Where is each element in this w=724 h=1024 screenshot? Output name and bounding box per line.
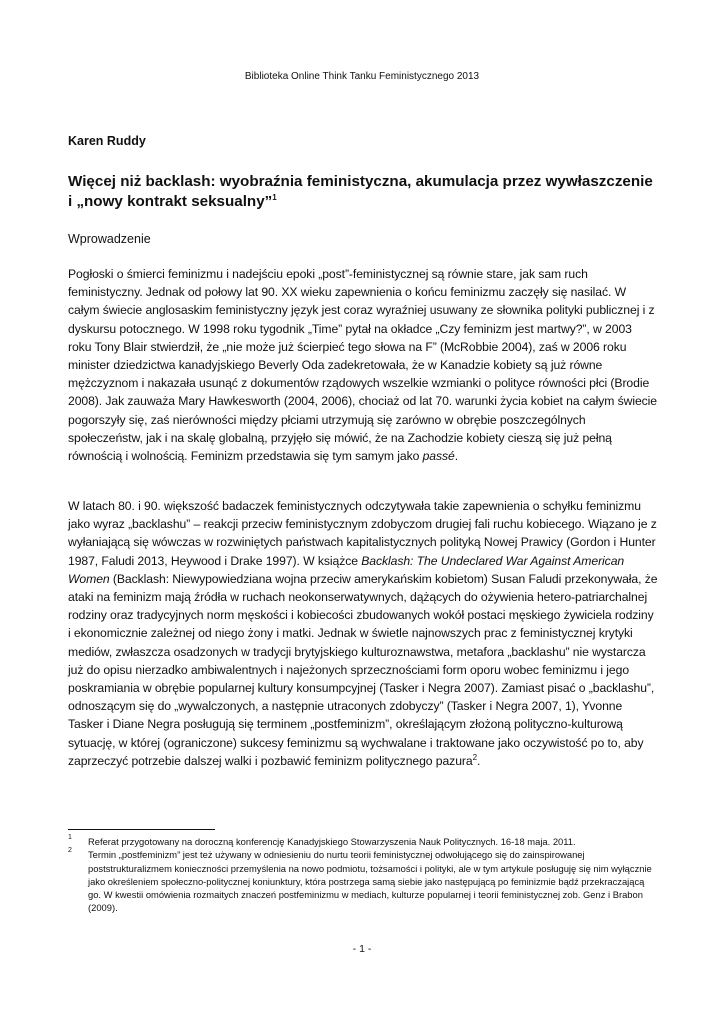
paragraph-1-emphasis: passé — [422, 449, 455, 464]
paragraph-2-part-1: W latach 80. i 90. większość badaczek feministycznych odczytywała takie zapewnienia o schyłku feminizmu jako wyraz „backlashu” – reakcji przeciw feministycznym zdobyczom drugiej fali ruchu kobiecego. Wiązano je z wyłaniającą się wówczas w rozwiniętych państwach kapitalistycznych polityką Nowej Prawicy (Gordon i Hunter 1987, Faludi 2013, Heywood i Drake 1997). W książce — [68, 499, 657, 568]
footnote-ref-2[interactable]: 2 — [472, 752, 477, 762]
running-header: Biblioteka Online Think Tanku Feministycznego 2013 — [244, 71, 480, 82]
footnote-2-number: 2 — [68, 847, 72, 855]
paragraph-1-text: Pogłoski o śmierci feminizmu i nadejściu epoki „post”-feministycznej są równie stare, jak sam ruch feministyczny. Jednak od połowy lat 90. XX wieku zapewnienia o końcu feminizmu zaczęły się nasilać. W całym świecie anglosaskim feministyczny język jest coraz wyraźniej usuwany ze słownika polityki publicznej i z dyskursu potocznego. W 1998 roku tygodnik „Time” pytał na okładce „Czy feminizm jest martwy?”, w 2003 roku Tony Blair stwierdził, że „nie może już ścierpieć tego słowa na F” (McRobbie 2004), zaś w 2006 roku minister dziedzictwa kanadyjskiego Beverly Oda zadekretowała, że w Kanadzie kobiety są już równe mężczyznom i nakazała usunąć z dokumentów rządowych wszelkie wzmianki o polityce równości płci (Brodie 2008). Jak zauważa Mary Hawkesworth (2004, 2006), chociaż od lat 70. warunki życia kobiet na całym świecie pogorszyły się, zaś nierówności między płciami utrzymują się zarówno w obrębie poszczególnych społeczeństw, jak i na skalę globalną, przyjęło się mówić, że na Zachodzie kobiety cieszą się już pełną równością i wolnością. Feminizm przedstawia się tym samym jako — [68, 267, 657, 464]
footnote-2 — [68, 848, 658, 914]
paragraph-2-part-2: (Backlash: Niewypowiedziana wojna przeciw amerykańskim kobietom) Susan Faludi przekonywała, że ataki na feminizm mają źródła w ruchach neokonserwatywnych, dążących do ożywienia hetero-patriarchalnej rodziny oraz tradycyjnych norm męskości i kobiecości zbudowanych wokół postaci męskiego żywiciela rodziny i ekonomicznie zależnej od niego żony i matki. Jednak w świetle najnowszych prac z feministycznej krytyki mediów, zwłaszcza osadzonych w tradycji brytyjskiego kulturoznawstwa, metafora „backlashu” nie wystarcza już do opisu nierzadko ambiwalentnych i najeżonych sprzecznościami form oporu wobec feminizmu i jego poskramiania w obrębie popularnej kultury konsumpcyjnej (Tasker i Negra 2007). Zamiast pisać o „backlashu”, odnoszącym się do „wywalczonych, a następnie utraconych zdobyczy” (Tasker i Negra 2007, 1), Yvonne Tasker i Diane Negra posługują się terminem „postfeminizm”, określającym złożoną polityczno-kulturową sytuację, w której (ograniczone) sukcesy feminizmu są wychwalane i traktowane jako oczywistość po to, aby zaprzeczyć potrzebie dalszej walki i pozbawić feminizm politycznego pazura — [68, 571, 658, 768]
paragraph-1 — [68, 265, 658, 465]
footnotes — [68, 835, 658, 915]
footnote-2-text: Termin „postfeminizm” jest też używany w odniesieniu do nurtu teorii feministycznej odwołującego się do zainspirowanej poststrukturalizmem konieczności przemyślenia na nowo podmiotu, tożsamości i polityki, ale w tym artykule posługuję się nim wyłącznie jako określeniem społeczno-politycznej koniunktury, która postrzega samą siebie jako następującą po feminizmie bądź przekraczającą go. W kwestii omówienia rozmaitych znaczeń postfeminizmu w mediach, kulturze popularnej i teorii feministycznej zob. Genz i Brabon (2009). — [88, 849, 652, 914]
paragraph-2-end: . — [476, 753, 481, 768]
page-number: - 1 - — [352, 943, 372, 955]
footnote-ref-1[interactable]: 1 — [272, 192, 277, 202]
footnote-1-text: Referat przygotowany na doroczną konferencję Kanadyjskiego Stowarzyszenia Nauk Politycznych. 16-18 maja. 2011. — [88, 836, 576, 847]
footnote-1-number: 1 — [68, 834, 72, 841]
article-title — [68, 172, 658, 212]
paragraph-2 — [68, 497, 658, 770]
footnote-1 — [68, 835, 658, 848]
footnote-divider — [68, 829, 215, 830]
article-title-text: Więcej niż backlash: wyobraźnia feministyczna, akumulacja przez wywłaszczenie i „nowy kontrakt seksualny” — [68, 173, 653, 210]
author-name: Karen Ruddy — [68, 134, 146, 148]
paragraph-1-end: . — [454, 449, 459, 464]
book-title: Backlash: The Undeclared War Against American Women — [68, 553, 625, 586]
section-heading: Wprowadzenie — [68, 232, 151, 246]
